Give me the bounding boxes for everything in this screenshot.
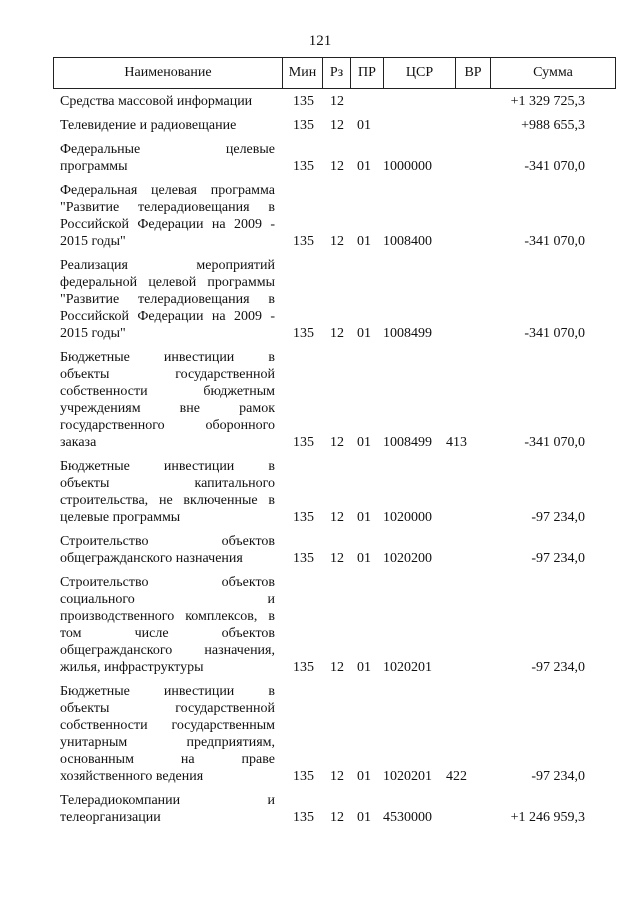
row-name bbox=[60, 533, 275, 567]
cell-csr: 4530000 bbox=[383, 810, 432, 825]
row-name-line: Бюджетные инвестиции в bbox=[60, 459, 275, 474]
cell-min: 135 bbox=[293, 435, 314, 450]
row-name-line: жилья, инфраструктуры bbox=[60, 660, 204, 675]
cell-csr: 1020200 bbox=[383, 551, 432, 566]
row-name-line: общегражданского назначения, bbox=[60, 643, 275, 658]
cell-sum: -97 234,0 bbox=[531, 660, 585, 675]
row-name-line: заказа bbox=[60, 435, 97, 450]
cell-min: 135 bbox=[293, 510, 314, 525]
row-name-line: Федеральные целевые bbox=[60, 142, 275, 157]
row-name-line: учреждениям вне рамок bbox=[60, 401, 275, 416]
row-name-line: объекты государственной bbox=[60, 701, 275, 716]
cell-sum: -341 070,0 bbox=[524, 435, 585, 450]
column-header-name: Наименование bbox=[54, 58, 283, 88]
row-name-line: Бюджетные инвестиции в bbox=[60, 350, 275, 365]
row-name bbox=[60, 182, 275, 250]
cell-vr: 422 bbox=[446, 769, 467, 784]
row-name-line: Бюджетные инвестиции в bbox=[60, 684, 275, 699]
row-name-line: федеральной целевой программы bbox=[60, 275, 275, 290]
cell-rz: 12 bbox=[330, 551, 344, 566]
table-row bbox=[53, 533, 616, 574]
cell-rz: 12 bbox=[330, 810, 344, 825]
cell-csr: 1008499 bbox=[383, 435, 432, 450]
cell-csr: 1020201 bbox=[383, 660, 432, 675]
row-name-line: строительства, не включенные в bbox=[60, 493, 275, 508]
row-name bbox=[60, 458, 275, 526]
cell-sum: +1 246 959,3 bbox=[510, 810, 585, 825]
table-row bbox=[53, 458, 616, 533]
table-row bbox=[53, 141, 616, 182]
row-name-line: "Развитие телерадиовещания в bbox=[60, 292, 275, 307]
cell-csr: 1020201 bbox=[383, 769, 432, 784]
row-name bbox=[60, 117, 275, 134]
row-name bbox=[60, 93, 275, 110]
row-name bbox=[60, 683, 275, 785]
cell-sum: -341 070,0 bbox=[524, 159, 585, 174]
cell-pr: 01 bbox=[357, 660, 371, 675]
row-name bbox=[60, 792, 275, 826]
row-name-line: хозяйственного ведения bbox=[60, 769, 204, 784]
cell-min: 135 bbox=[293, 660, 314, 675]
table-body bbox=[53, 93, 616, 833]
column-header-csr: ЦСР bbox=[384, 58, 456, 88]
cell-pr: 01 bbox=[357, 810, 371, 825]
cell-pr: 01 bbox=[357, 435, 371, 450]
cell-min: 135 bbox=[293, 326, 314, 341]
cell-min: 135 bbox=[293, 769, 314, 784]
row-name-line: 2015 годы" bbox=[60, 326, 126, 341]
cell-sum: +1 329 725,3 bbox=[510, 94, 585, 109]
row-name-line: 2015 годы" bbox=[60, 234, 126, 249]
cell-vr: 413 bbox=[446, 435, 467, 450]
cell-pr: 01 bbox=[357, 118, 371, 133]
table-row bbox=[53, 182, 616, 257]
table-row bbox=[53, 792, 616, 833]
row-name-line: собственности государственным bbox=[60, 718, 275, 733]
row-name-line: основанным на праве bbox=[60, 752, 275, 767]
cell-rz: 12 bbox=[330, 159, 344, 174]
column-header-rz: Рз bbox=[323, 58, 351, 88]
cell-rz: 12 bbox=[330, 660, 344, 675]
column-header-pr: ПР bbox=[351, 58, 384, 88]
row-name bbox=[60, 257, 275, 342]
row-name-line: "Развитие телерадиовещания в bbox=[60, 200, 275, 215]
cell-min: 135 bbox=[293, 810, 314, 825]
row-name-line: телеорганизации bbox=[60, 810, 161, 825]
cell-sum: +988 655,3 bbox=[521, 118, 585, 133]
cell-pr: 01 bbox=[357, 769, 371, 784]
table-row bbox=[53, 117, 616, 141]
row-name-line: производственного комплексов, в bbox=[60, 609, 275, 624]
cell-csr: 1020000 bbox=[383, 510, 432, 525]
row-name-line: Средства массовой информации bbox=[60, 94, 253, 109]
cell-min: 135 bbox=[293, 159, 314, 174]
cell-sum: -341 070,0 bbox=[524, 234, 585, 249]
page-number: 121 bbox=[308, 33, 332, 49]
row-name-line: целевые программы bbox=[60, 510, 181, 525]
cell-sum: -341 070,0 bbox=[524, 326, 585, 341]
row-name-line: объекты государственной bbox=[60, 367, 275, 382]
cell-pr: 01 bbox=[357, 551, 371, 566]
row-name bbox=[60, 141, 275, 175]
column-header-vr: ВР bbox=[456, 58, 491, 88]
row-name bbox=[60, 574, 275, 676]
cell-pr: 01 bbox=[357, 159, 371, 174]
row-name-line: социального и bbox=[60, 592, 275, 607]
row-name-line: Российской Федерации на 2009 - bbox=[60, 217, 275, 232]
cell-rz: 12 bbox=[330, 435, 344, 450]
cell-pr: 01 bbox=[357, 234, 371, 249]
cell-rz: 12 bbox=[330, 118, 344, 133]
row-name-line: государственного оборонного bbox=[60, 418, 275, 433]
cell-rz: 12 bbox=[330, 326, 344, 341]
table-row bbox=[53, 574, 616, 683]
row-name-line: том числе объектов bbox=[60, 626, 275, 641]
row-name-line: собственности бюджетным bbox=[60, 384, 275, 399]
cell-pr: 01 bbox=[357, 510, 371, 525]
cell-rz: 12 bbox=[330, 510, 344, 525]
row-name-line: программы bbox=[60, 159, 128, 174]
row-name-line: общегражданского назначения bbox=[60, 551, 243, 566]
table-row bbox=[53, 683, 616, 792]
row-name-line: Федеральная целевая программа bbox=[60, 183, 275, 198]
cell-min: 135 bbox=[293, 118, 314, 133]
cell-csr: 1008499 bbox=[383, 326, 432, 341]
cell-rz: 12 bbox=[330, 234, 344, 249]
table-header bbox=[53, 57, 616, 89]
cell-min: 135 bbox=[293, 234, 314, 249]
row-name-line: Телерадиокомпании и bbox=[60, 793, 275, 808]
row-name-line: Реализация мероприятий bbox=[60, 258, 275, 273]
cell-rz: 12 bbox=[330, 769, 344, 784]
row-name-line: Строительство объектов bbox=[60, 575, 275, 590]
cell-sum: -97 234,0 bbox=[531, 510, 585, 525]
cell-sum: -97 234,0 bbox=[531, 769, 585, 784]
row-name-line: Российской Федерации на 2009 - bbox=[60, 309, 275, 324]
cell-csr: 1008400 bbox=[383, 234, 432, 249]
cell-csr: 1000000 bbox=[383, 159, 432, 174]
cell-rz: 12 bbox=[330, 94, 344, 109]
row-name-line: унитарным предприятиям, bbox=[60, 735, 275, 750]
row-name-line: Телевидение и радиовещание bbox=[60, 118, 237, 133]
cell-min: 135 bbox=[293, 94, 314, 109]
column-header-sum: Сумма bbox=[533, 65, 573, 80]
cell-min: 135 bbox=[293, 551, 314, 566]
table-row bbox=[53, 257, 616, 349]
row-name bbox=[60, 349, 275, 451]
row-name-line: объекты капитального bbox=[60, 476, 275, 491]
table-row bbox=[53, 93, 616, 117]
cell-sum: -97 234,0 bbox=[531, 551, 585, 566]
column-header-min: Мин bbox=[283, 58, 323, 88]
cell-pr: 01 bbox=[357, 326, 371, 341]
row-name-line: Строительство объектов bbox=[60, 534, 275, 549]
table-row bbox=[53, 349, 616, 458]
